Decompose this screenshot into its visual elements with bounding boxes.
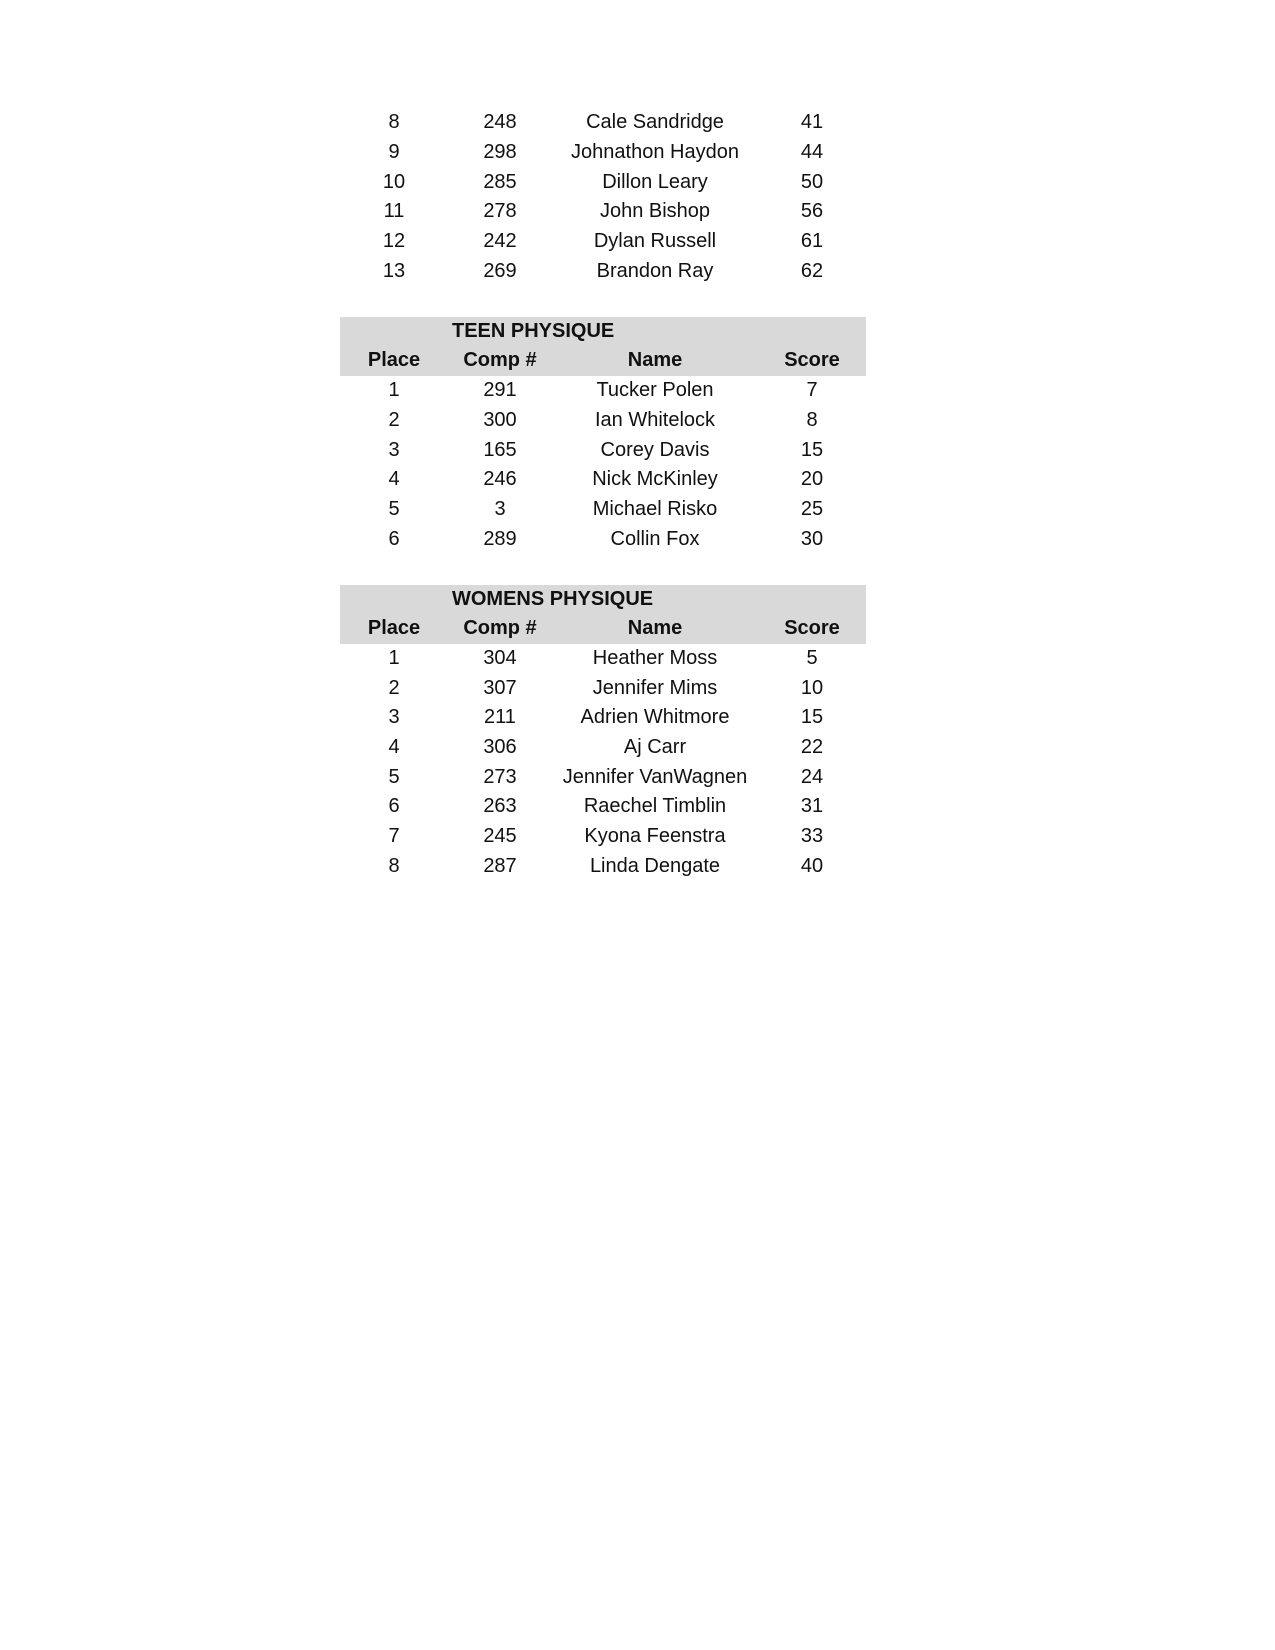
place: 11 (383, 200, 405, 223)
score: 33 (800, 825, 824, 848)
table-row (340, 851, 866, 881)
place: 3 (388, 706, 400, 729)
table-row (340, 762, 866, 792)
table-row (340, 703, 866, 733)
header-place: Place (367, 617, 421, 640)
header-name: Name (627, 617, 683, 640)
comp-number: 242 (483, 230, 517, 253)
place: 2 (388, 676, 400, 699)
competitor-name: Cale Sandridge (586, 111, 724, 134)
table-row (340, 733, 866, 763)
competitor-name: Corey Davis (600, 438, 710, 461)
competitor-name: Aj Carr (623, 736, 687, 759)
competitor-name: Brandon Ray (596, 259, 714, 282)
table-row (340, 644, 866, 674)
womens-physique-table (340, 585, 866, 881)
score: 7 (806, 379, 818, 402)
score: 15 (800, 706, 824, 729)
score: 62 (800, 259, 824, 282)
score: 20 (800, 468, 824, 491)
section-title: WOMENS PHYSIQUE (452, 587, 654, 610)
comp-number: 248 (483, 111, 517, 134)
comp-number: 298 (483, 141, 517, 164)
score: 30 (800, 527, 824, 550)
table-row (340, 256, 866, 286)
competitor-name: Dylan Russell (593, 230, 717, 253)
competitor-name: Johnathon Haydon (571, 141, 739, 164)
comp-number: 165 (483, 438, 517, 461)
header-score: Score (784, 349, 840, 372)
score: 41 (800, 111, 824, 134)
table-row (340, 673, 866, 703)
results-page (340, 108, 866, 881)
score: 22 (800, 736, 824, 759)
table-row (340, 822, 866, 852)
place: 2 (388, 408, 400, 431)
section-title: TEEN PHYSIQUE (452, 320, 615, 343)
place: 4 (388, 468, 400, 491)
competitor-name: Jennifer Mims (592, 676, 718, 699)
score: 56 (800, 200, 824, 223)
competitor-name: Ian Whitelock (594, 408, 716, 431)
place: 5 (388, 497, 400, 520)
competitor-name: Tucker Polen (596, 379, 714, 402)
column-headers (340, 614, 866, 644)
table-row (340, 376, 866, 406)
comp-number: 246 (483, 468, 517, 491)
place: 4 (388, 736, 400, 759)
column-headers (340, 346, 866, 376)
comp-number: 307 (483, 676, 517, 699)
score: 10 (800, 676, 824, 699)
table-row (340, 197, 866, 227)
comp-number: 300 (483, 408, 517, 431)
place: 1 (388, 646, 400, 669)
score: 50 (800, 170, 824, 193)
score: 15 (800, 438, 824, 461)
continued-results-table (340, 108, 866, 286)
competitor-name: Nick McKinley (592, 468, 718, 491)
score: 40 (800, 854, 824, 877)
score: 8 (806, 408, 818, 431)
place: 6 (388, 527, 400, 550)
header-comp: Comp # (463, 349, 537, 372)
place: 8 (388, 111, 400, 134)
comp-number: 289 (483, 527, 517, 550)
competitor-name: Collin Fox (610, 527, 700, 550)
table-row (340, 406, 866, 436)
place: 1 (388, 379, 400, 402)
place: 10 (382, 170, 406, 193)
table-row (340, 435, 866, 465)
competitor-name: Linda Dengate (589, 854, 721, 877)
competitor-name: Michael Risko (592, 497, 718, 520)
place: 12 (382, 230, 406, 253)
table-row (340, 167, 866, 197)
comp-number: 291 (483, 379, 517, 402)
table-row (340, 227, 866, 257)
comp-number: 263 (483, 795, 517, 818)
table-row (340, 524, 866, 554)
competitor-name: Jennifer VanWagnen (562, 765, 748, 788)
score: 61 (800, 230, 824, 253)
score: 25 (800, 497, 824, 520)
place: 9 (388, 141, 400, 164)
place: 13 (382, 259, 406, 282)
competitor-name: John Bishop (599, 200, 711, 223)
competitor-name: Heather Moss (592, 646, 718, 669)
header-place: Place (367, 349, 421, 372)
comp-number: 269 (483, 259, 517, 282)
competitor-name: Kyona Feenstra (584, 825, 726, 848)
table-header (340, 317, 866, 376)
comp-number: 285 (483, 170, 517, 193)
competitor-name: Raechel Timblin (583, 795, 727, 818)
comp-number: 278 (483, 200, 517, 223)
table-row (340, 108, 866, 138)
table-row (340, 792, 866, 822)
score: 31 (800, 795, 824, 818)
header-score: Score (784, 617, 840, 640)
competitor-name: Dillon Leary (602, 170, 708, 193)
table-header (340, 585, 866, 644)
comp-number: 273 (483, 765, 517, 788)
table-row (340, 495, 866, 525)
score: 5 (806, 646, 818, 669)
score: 24 (800, 765, 824, 788)
score: 44 (800, 141, 824, 164)
comp-number: 211 (484, 706, 516, 729)
table-row (340, 138, 866, 168)
header-comp: Comp # (463, 617, 537, 640)
teen-physique-table (340, 317, 866, 554)
comp-number: 304 (483, 646, 517, 669)
comp-number: 3 (494, 497, 506, 520)
competitor-name: Adrien Whitmore (580, 706, 730, 729)
place: 3 (388, 438, 400, 461)
table-row (340, 465, 866, 495)
comp-number: 306 (483, 736, 517, 759)
place: 8 (388, 854, 400, 877)
header-name: Name (627, 349, 683, 372)
place: 6 (388, 795, 400, 818)
place: 5 (388, 765, 400, 788)
place: 7 (388, 825, 400, 848)
comp-number: 287 (483, 854, 517, 877)
comp-number: 245 (483, 825, 517, 848)
